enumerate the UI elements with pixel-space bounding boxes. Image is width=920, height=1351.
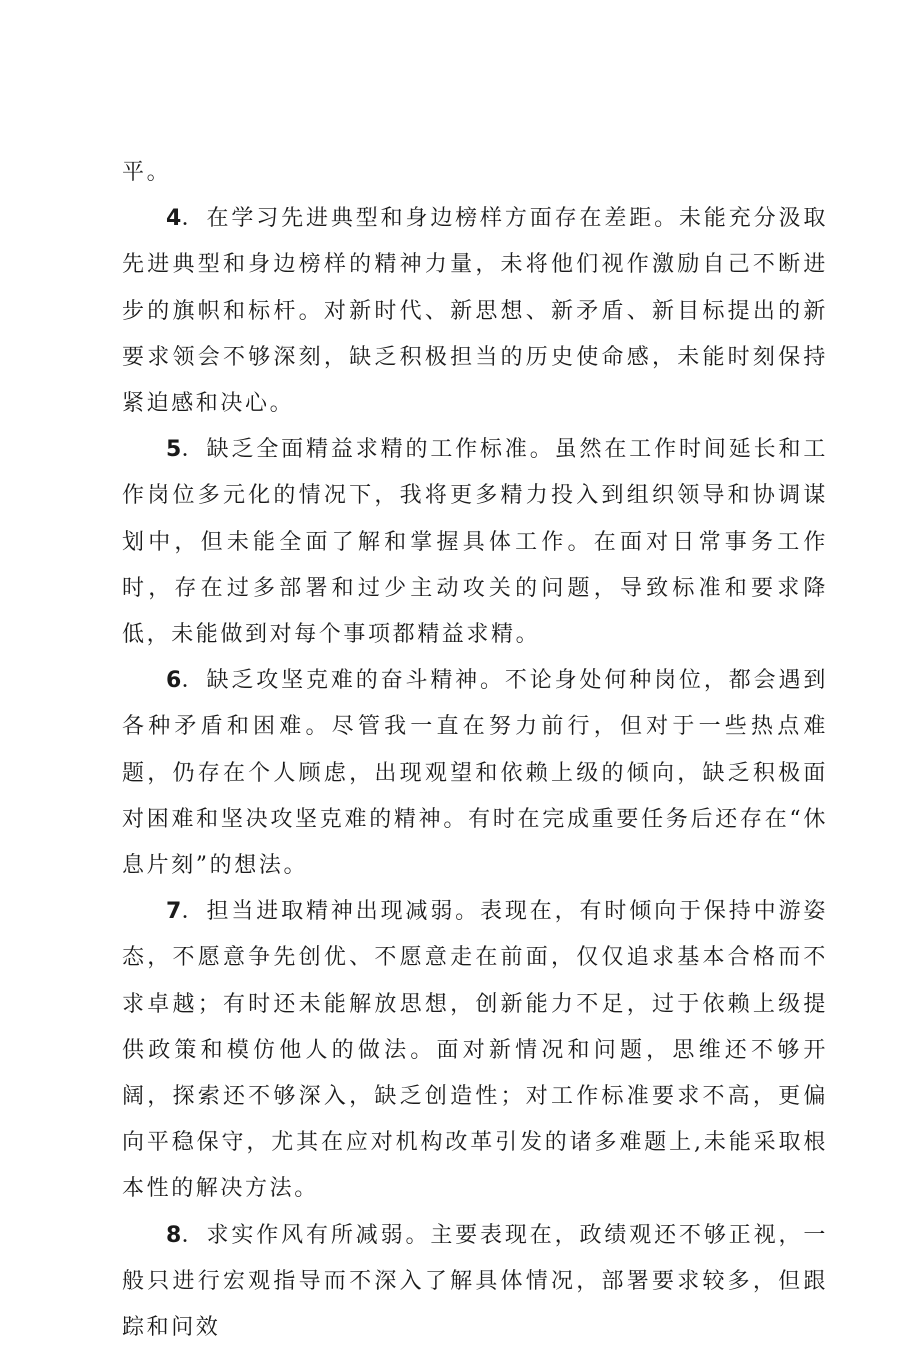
item-text: 担当进取精神出现减弱。表现在，有时倾向于保持中游姿态，不愿意争先创优、不愿意走在前面，仅仅追求基本合格而不求卓越；有时还未能解放思想，创新能力不足，过于依赖上级提供政策和模仿他人的做法。面对新情况和问题，思维还不够开阔，探索还不够深入，缺乏创造性；对工作标准要求不高，更偏向平稳保守，尤其在应对机构改革引发的诸多难题上,未能采取根本性的解决方法。 [122, 899, 828, 1202]
item-separator: ． [181, 206, 207, 232]
document-body [122, 150, 828, 1351]
item-separator: ． [181, 899, 207, 925]
item-text: 求实作风有所减弱。主要表现在，政绩观还不够正视，一般只进行宏观指导而不深入了解具体情况，部署要求较多，但跟踪和问效 [122, 1222, 828, 1341]
item-text: 缺乏全面精益求精的工作标准。虽然在工作时间延长和工作岗位多元化的情况下，我将更多精力投入到组织领导和协调谋划中，但未能全面了解和掌握具体工作。在面对日常事务工作时，存在过多部署和过少主动攻关的问题，导致标准和要求降低，未能做到对每个事项都精益求精。 [122, 437, 828, 648]
paragraph-text: 平。 [122, 160, 172, 185]
list-item-4 [122, 196, 828, 427]
list-item-8 [122, 1213, 828, 1351]
list-item-6 [122, 658, 828, 889]
item-separator: ． [181, 437, 207, 463]
item-number: 8 [166, 1222, 182, 1248]
item-text: 在学习先进典型和身边榜样方面存在差距。未能充分汲取先进典型和身边榜样的精神力量，未将他们视作激励自己不断进步的旗帜和标杆。对新时代、新思想、新矛盾、新目标提出的新要求领会不够深刻，缺乏积极担当的历史使命感，未能时刻保持紧迫感和决心。 [122, 206, 828, 417]
list-item-7 [122, 889, 828, 1212]
item-number: 4 [166, 206, 182, 232]
item-number: 5 [166, 437, 182, 463]
item-separator: ． [181, 1222, 207, 1248]
item-number: 7 [166, 899, 182, 925]
item-separator: ． [181, 668, 207, 694]
item-text: 缺乏攻坚克难的奋斗精神。不论身处何种岗位，都会遇到各种矛盾和困难。尽管我一直在努力前行，但对于一些热点难题，仍存在个人顾虑，出现观望和依赖上级的倾向，缺乏积极面对困难和坚决攻坚克难的精神。有时在完成重要任务后还存在“休息片刻”的想法。 [122, 668, 828, 879]
list-item-5 [122, 427, 828, 658]
item-number: 6 [166, 668, 182, 694]
paragraph-continuation [122, 150, 828, 196]
